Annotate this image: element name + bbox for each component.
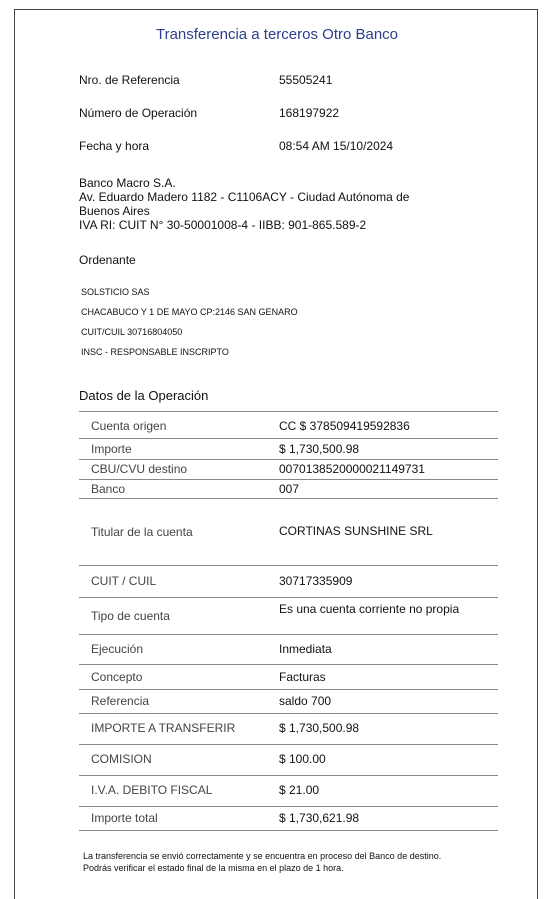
row-label-ejecucion: Ejecución bbox=[91, 642, 144, 656]
row-divider bbox=[79, 634, 498, 635]
bank-tax-info: IVA RI: CUIT N° 30-50001008-4 - IIBB: 901-865.589-2 bbox=[79, 218, 367, 232]
row-label-tipo-cuenta: Tipo de cuenta bbox=[91, 609, 170, 623]
operation-number-label: Número de Operación bbox=[79, 106, 198, 120]
row-value-cuit-cuil: 30717335909 bbox=[279, 574, 353, 588]
row-label-titular: Titular de la cuenta bbox=[91, 525, 193, 539]
ordenante-address: CHACABUCO Y 1 DE MAYO CP:2146 SAN GENARO bbox=[81, 307, 298, 317]
row-divider bbox=[79, 438, 498, 439]
row-value-cuenta-origen: CC $ 378509419592836 bbox=[279, 419, 410, 433]
row-label-referencia: Referencia bbox=[91, 694, 150, 708]
ordenante-cuit: CUIT/CUIL 30716804050 bbox=[81, 327, 183, 337]
row-label-importe: Importe bbox=[91, 442, 132, 456]
row-value-cbu-destino: 0070138520000021149731 bbox=[279, 462, 425, 476]
row-value-referencia: saldo 700 bbox=[279, 694, 332, 708]
row-divider bbox=[79, 713, 498, 714]
ordenante-name: SOLSTICIO SAS bbox=[81, 287, 150, 297]
page-title: Transferencia a terceros Otro Banco bbox=[155, 26, 399, 43]
bank-name: Banco Macro S.A. bbox=[79, 176, 176, 190]
row-divider bbox=[79, 479, 498, 480]
row-value-comision: $ 100.00 bbox=[279, 752, 326, 766]
row-value-importe-total: $ 1,730,621.98 bbox=[279, 811, 360, 825]
row-divider bbox=[79, 744, 498, 745]
row-value-iva-debito-fiscal: $ 21.00 bbox=[279, 783, 320, 797]
footer-line1: La transferencia se envió correctamente y se encuentra en proceso del Banco de destino. bbox=[83, 851, 442, 861]
date-time-value: 08:54 AM 15/10/2024 bbox=[279, 139, 394, 153]
reference-number-label: Nro. de Referencia bbox=[79, 73, 180, 87]
row-divider bbox=[79, 597, 498, 598]
row-value-titular: CORTINAS SUNSHINE SRL bbox=[279, 524, 433, 538]
row-divider bbox=[79, 498, 498, 499]
row-label-importe-a-transferir: IMPORTE A TRANSFERIR bbox=[91, 721, 236, 735]
row-label-cuenta-origen: Cuenta origen bbox=[91, 419, 167, 433]
row-divider bbox=[79, 775, 498, 776]
footer-note bbox=[83, 850, 503, 874]
row-label-iva-debito-fiscal: I.V.A. DEBITO FISCAL bbox=[91, 783, 213, 797]
bank-address-line1: Av. Eduardo Madero 1182 - C1106ACY - Ciudad Autónoma de bbox=[79, 190, 410, 204]
row-divider bbox=[79, 664, 498, 665]
operation-heading: Datos de la Operación bbox=[79, 388, 209, 403]
row-value-banco: 007 bbox=[279, 482, 300, 496]
row-divider bbox=[79, 830, 498, 831]
operation-number-value: 168197922 bbox=[279, 106, 340, 120]
row-divider bbox=[79, 806, 498, 807]
row-label-banco: Banco bbox=[91, 482, 126, 496]
ordenante-heading: Ordenante bbox=[79, 253, 136, 267]
row-label-cuit-cuil: CUIT / CUIL bbox=[91, 574, 157, 588]
row-label-concepto: Concepto bbox=[91, 670, 143, 684]
row-value-tipo-cuenta: Es una cuenta corriente no propia bbox=[279, 602, 460, 616]
bank-address-line2: Buenos Aires bbox=[79, 204, 150, 218]
row-label-importe-total: Importe total bbox=[91, 811, 158, 825]
row-divider bbox=[79, 411, 498, 412]
row-divider bbox=[79, 565, 498, 566]
footer-line2: Podrás verificar el estado final de la misma en el plazo de 1 hora. bbox=[83, 863, 344, 873]
reference-number-value: 55505241 bbox=[279, 73, 333, 87]
row-value-ejecucion: Inmediata bbox=[279, 642, 332, 656]
row-label-cbu-destino: CBU/CVU destino bbox=[91, 462, 188, 476]
ordenante-tax-status: INSC - RESPONSABLE INSCRIPTO bbox=[81, 347, 229, 357]
date-time-label: Fecha y hora bbox=[79, 139, 150, 153]
row-divider bbox=[79, 459, 498, 460]
row-value-importe-a-transferir: $ 1,730,500.98 bbox=[279, 721, 360, 735]
row-value-concepto: Facturas bbox=[279, 670, 326, 684]
row-label-comision: COMISION bbox=[91, 752, 152, 766]
row-divider bbox=[79, 689, 498, 690]
bank-info bbox=[79, 176, 409, 232]
row-value-importe: $ 1,730,500.98 bbox=[279, 442, 360, 456]
